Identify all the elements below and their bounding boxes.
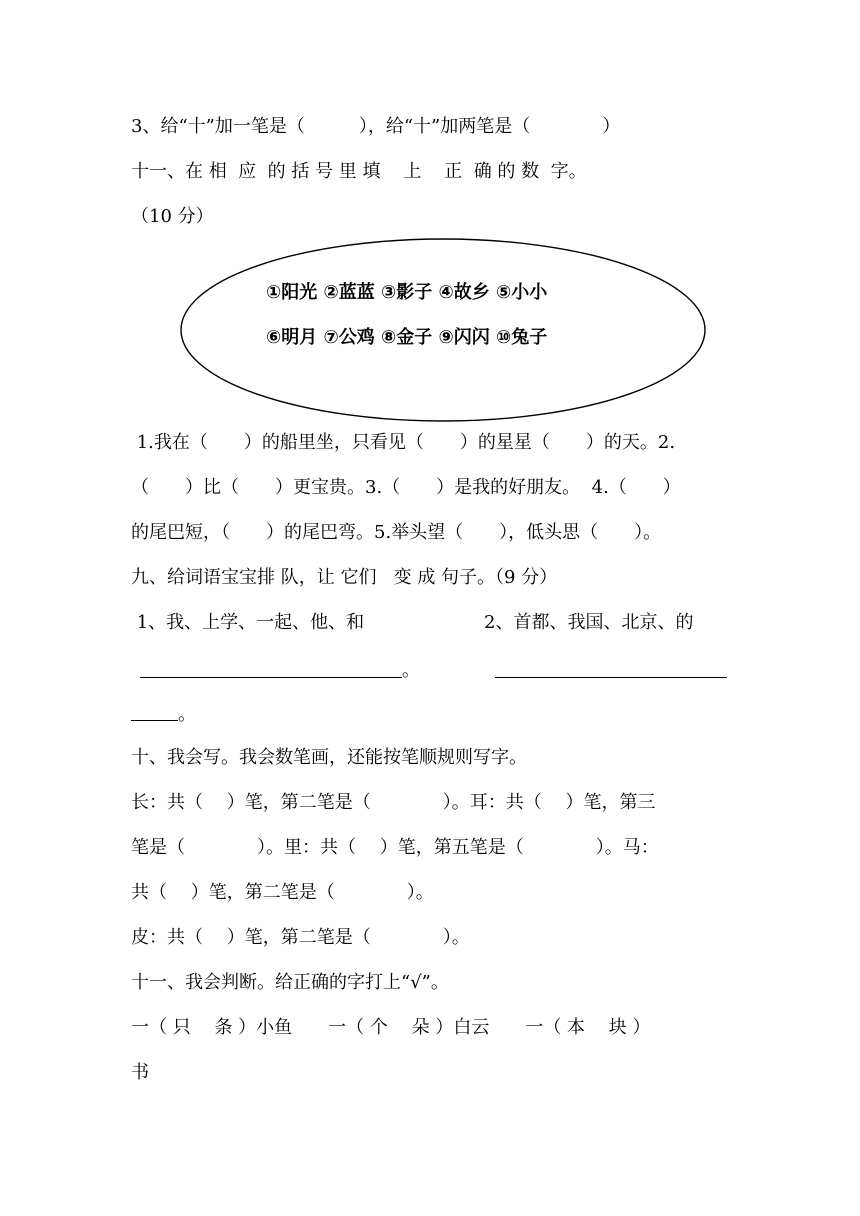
fill-in-line-2: （ ）比（ ）更宝贵。3.（ ）是我的好朋友。 4.（ ）	[131, 477, 681, 498]
word-bank-row-1: ①阳光 ②蓝蓝 ③影子 ④故乡 ⑤小小	[266, 282, 548, 303]
section-11a-title: 十一、在 相 应 的 括 号 里 填 上 正 确 的 数 字。	[131, 161, 587, 182]
word-bank-row-2: ⑥明月 ⑦公鸡 ⑧金子 ⑨闪闪 ⑩兔子	[266, 327, 548, 348]
section-9-title: 九、给词语宝宝排 队，让 它们 变 成 句子。（9 分）	[131, 567, 558, 588]
judge-line-1: 一（ 只 条 ）小鱼 一（ 个 朵 ）白云 一（ 本 块 ）	[131, 1017, 651, 1038]
answer-line-2	[495, 677, 727, 678]
stroke-line-4: 皮：共（ ）笔，第二笔是（ ）。	[131, 927, 470, 948]
judge-line-2: 书	[131, 1062, 149, 1083]
section-11a-score: （10 分）	[131, 206, 214, 227]
answer-line-2-end: 。	[178, 704, 196, 725]
section-9-item-1: 1、我、上学、一起、他、和	[131, 612, 365, 633]
answer-line-2-continued	[131, 720, 178, 721]
section-9-item-2: 2、首都、我国、北京、的	[484, 612, 694, 633]
word-bank-oval	[0, 0, 860, 440]
answer-line-1-end: 。	[402, 660, 420, 681]
stroke-line-2: 笔是（ ）。里：共（ ）笔，第五笔是（ ）。马：	[131, 837, 659, 858]
stroke-line-1: 长：共（ ）笔，第二笔是（ ）。耳：共（ ）笔，第三	[131, 792, 656, 813]
section-11b-title: 十一、我会判断。给正确的字打上“√”。	[131, 972, 449, 993]
fill-in-line-3: 的尾巴短，（ ）的尾巴弯。5.举头望（ ），低头思（ ）。	[131, 522, 662, 543]
stroke-line-3: 共（ ）笔，第二笔是（ ）。	[131, 882, 434, 903]
answer-line-1	[140, 677, 402, 678]
fill-in-line-1: 1.我在（ ）的船里坐，只看见（ ）的星星（ ）的天。2.	[131, 432, 676, 453]
section-10-title: 十、我会写。我会数笔画，还能按笔顺规则写字。	[131, 747, 527, 768]
question-3: 3、给“十”加一笔是（ ），给“十”加两笔是（ ）	[131, 116, 621, 137]
